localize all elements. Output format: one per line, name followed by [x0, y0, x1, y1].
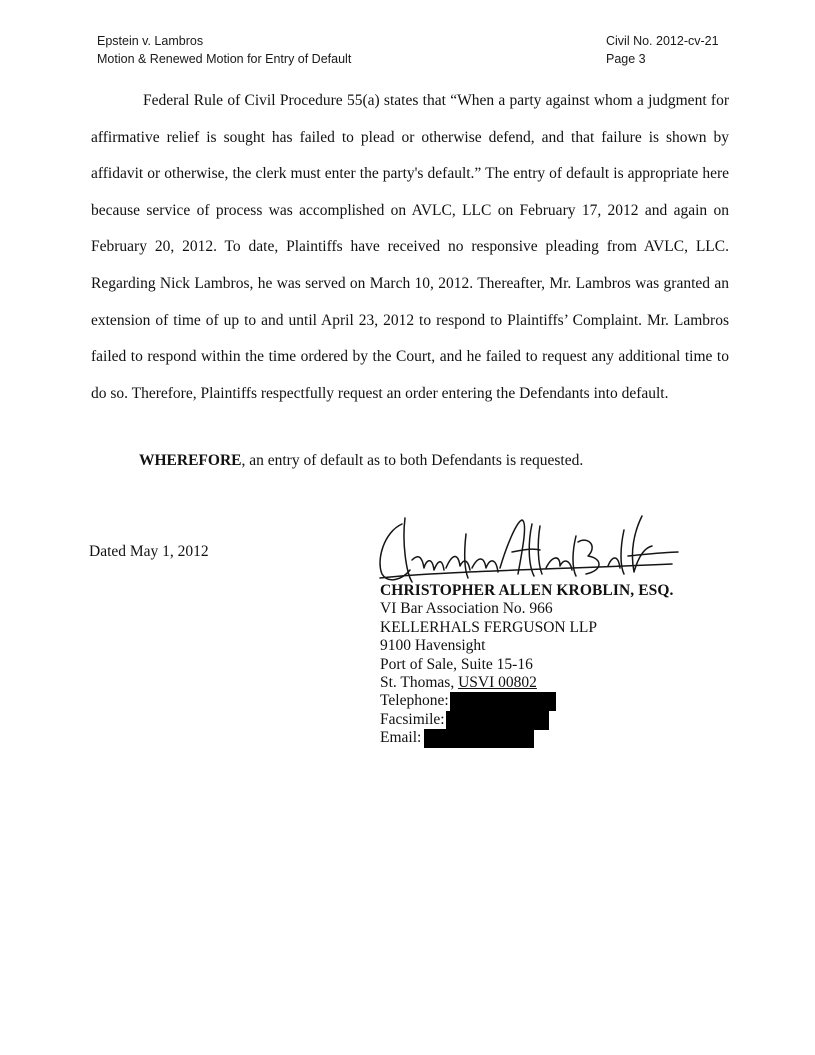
address-line-1: 9100 Havensight — [380, 637, 486, 655]
address-line-2: Port of Sale, Suite 15-16 — [380, 655, 533, 673]
running-header-right — [606, 32, 719, 68]
bar-number: VI Bar Association No. 966 — [380, 600, 553, 618]
facsimile-line — [380, 711, 674, 729]
civil-number: Civil No. 2012-cv-21 — [606, 34, 719, 48]
facsimile-label: Facsimile: — [380, 710, 445, 728]
city-line — [380, 674, 674, 692]
wherefore-text: , an entry of default as to both Defendants is requested. — [241, 452, 584, 469]
firm-name: KELLERHALS FERGUSON LLP — [380, 618, 598, 636]
city-name: St. Thomas, — [380, 673, 455, 691]
territory-zip: USVI 00802 — [458, 673, 537, 691]
telephone-label: Telephone: — [380, 692, 449, 710]
running-header-left — [97, 32, 351, 68]
date-line: Dated May 1, 2012 — [89, 543, 209, 560]
telephone-line — [380, 692, 674, 710]
telephone-redaction — [450, 692, 556, 711]
document-title: Motion & Renewed Motion for Entry of Default — [97, 52, 352, 66]
wherefore-clause — [139, 449, 583, 473]
attorney-name: CHRISTOPHER ALLEN KROBLIN, ESQ. — [380, 582, 674, 599]
email-label: Email: — [380, 729, 422, 747]
body-text — [91, 83, 729, 412]
signature-block — [380, 582, 674, 748]
case-name: Epstein v. Lambros — [97, 34, 204, 48]
wherefore-label: WHEREFORE — [139, 452, 242, 469]
handwritten-signature — [372, 512, 682, 592]
email-redaction — [424, 729, 534, 748]
email-line — [380, 729, 674, 747]
facsimile-redaction — [446, 711, 549, 730]
rule-55-paragraph: Federal Rule of Civil Procedure 55(a) states that “When a party against whom a judgment for affirmative relief is sought has failed to plead or otherwise defend, and that failure is shown by affidavit or otherwise, the clerk must enter the party's default.” The entry of default is appropriate here because service of process was accomplished on AVLC, LLC on February 17, 2012 and again on February 20, 2012. To date, Plaintiffs have received no responsive pleading from AVLC, LLC. Regarding Nick Lambros, he was served on March 10, 2012. Thereafter, Mr. Lambros was granted an extension of time of up to and until April 23, 2012 to respond to Plaintiffs’ Complaint. Mr. Lambros failed to respond within the time ordered by the Court, and he failed to request any additional time to do so. Therefore, Plaintiffs respectfully request an order entering the Defendants into default. — [91, 92, 729, 402]
page-number: Page 3 — [606, 52, 646, 66]
